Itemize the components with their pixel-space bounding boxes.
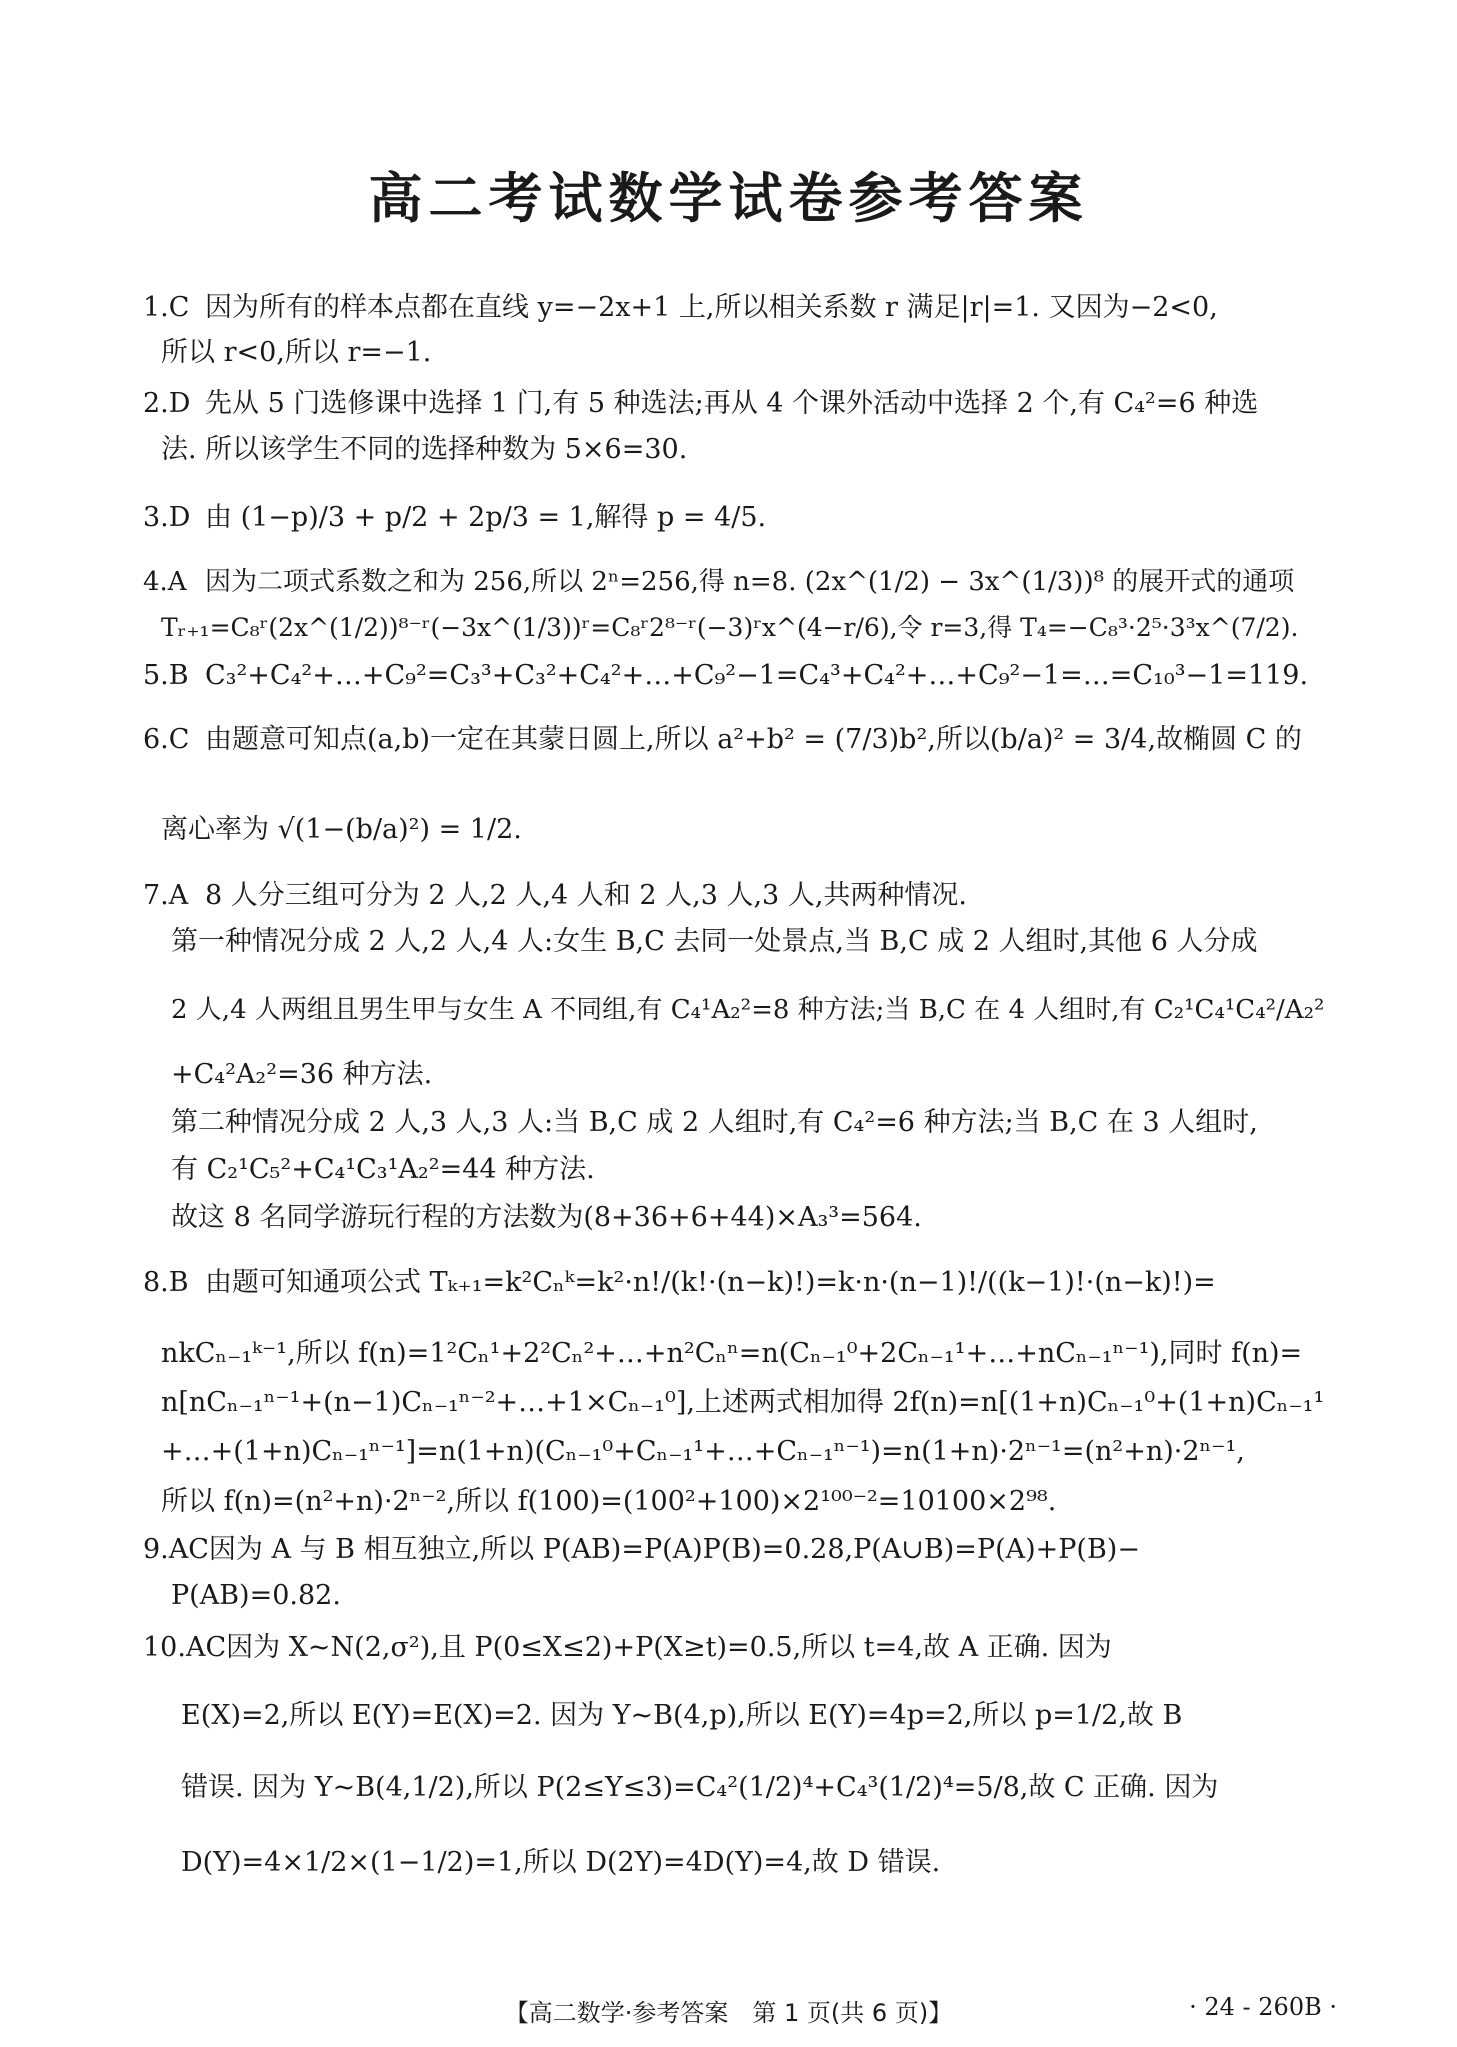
answer-number: 10.AC <box>143 1632 227 1663</box>
answer-line <box>143 384 1258 424</box>
answer-line <box>143 498 766 538</box>
answer-text: +C₄²A₂²=36 种方法. <box>171 1059 433 1090</box>
answer-line <box>143 720 1302 760</box>
answer-text: 第一种情况分成 2 人,2 人,4 人:女生 B,C 去同一处景点,当 B,C 成 2 人组时,其他 6 人分成 <box>171 926 1258 957</box>
answer-line <box>143 1628 1112 1668</box>
answer-line <box>143 288 1218 328</box>
answer-text: D(Y)=4×1/2×(1−1/2)=1,所以 D(2Y)=4D(Y)=4,故 D 错误. <box>181 1847 941 1878</box>
answer-number: 1.C <box>143 292 190 323</box>
answer-line <box>143 562 1294 602</box>
answer-line <box>143 1263 1216 1303</box>
answer-text: E(X)=2,所以 E(Y)=E(X)=2. 因为 Y~B(4,p),所以 E(Y)=4p=2,所以 p=1/2,故 B <box>181 1700 1183 1731</box>
answer-text: 离心率为 √(1−(b/a)²) = 1/2. <box>161 814 522 845</box>
answer-text: 因为所有的样本点都在直线 y=−2x+1 上,所以相关系数 r 满足|r|=1. 又因为−2<0, <box>205 292 1218 323</box>
answer-line <box>143 1530 1140 1570</box>
footer-page-info: 【高二数学·参考答案 第 1 页(共 6 页)】 <box>504 1999 953 2027</box>
answer-text: 因为 A 与 B 相互独立,所以 P(AB)=P(A)P(B)=0.28,P(A∪B)=P(A)+P(B)− <box>208 1534 1140 1565</box>
answer-line <box>161 608 1298 648</box>
answer-line <box>181 1768 1218 1808</box>
answer-text: 第二种情况分成 2 人,3 人,3 人:当 B,C 成 2 人组时,有 C₄²=6 种方法;当 B,C 在 3 人组时, <box>171 1107 1258 1138</box>
answer-number: 8.B <box>143 1267 189 1298</box>
answer-line <box>171 1103 1258 1143</box>
answer-line <box>161 430 687 470</box>
answer-text: 错误. 因为 Y~B(4,1/2),所以 P(2≤Y≤3)=C₄²(1/2)⁴+C₄³(1/2)⁴=5/8,故 C 正确. 因为 <box>181 1772 1219 1803</box>
answer-number: 5.B <box>143 660 189 691</box>
answer-line <box>143 656 1308 696</box>
answer-text: P(AB)=0.82. <box>171 1580 341 1611</box>
answer-line <box>161 1334 1302 1374</box>
answer-number: 9.AC <box>143 1534 209 1565</box>
answer-text: 由题可知通项公式 Tₖ₊₁=k²Cₙᵏ=k²·n!/(k!·(n−k)!)=k·n·(n−1)!/((k−1)!·(n−k)!)= <box>205 1267 1216 1298</box>
answer-text: 因为二项式系数之和为 256,所以 2ⁿ=256,得 n=8. (2x^(1/2) − 3x^(1/3))⁸ 的展开式的通项 <box>205 567 1295 597</box>
answer-text: 2 人,4 人两组且男生甲与女生 A 不同组,有 C₄¹A₂²=8 种方法;当 B,C 在 4 人组时,有 C₂¹C₄¹C₄²/A₂² <box>171 995 1325 1025</box>
answer-text: 法. 所以该学生不同的选择种数为 5×6=30. <box>161 434 688 465</box>
answer-number: 7.A <box>143 880 189 911</box>
answer-line <box>161 810 522 850</box>
answer-line <box>161 1482 1056 1522</box>
answer-number: 4.A <box>143 567 187 597</box>
page-title: 高二考试数学试卷参考答案 <box>368 167 1089 230</box>
answer-text: 由 (1−p)/3 + p/2 + 2p/3 = 1,解得 p = 4/5. <box>205 502 767 533</box>
answer-text: C₃²+C₄²+…+C₉²=C₃³+C₃²+C₄²+…+C₉²−1=C₄³+C₄²+…+C₉²−1=…=C₁₀³−1=119. <box>205 660 1309 691</box>
answer-text: 所以 f(n)=(n²+n)·2ⁿ⁻²,所以 f(100)=(100²+100)×2¹⁰⁰⁻²=10100×2⁹⁸. <box>161 1486 1057 1517</box>
answer-line <box>161 1383 1324 1423</box>
answer-line <box>171 1576 341 1616</box>
answer-text: n[nCₙ₋₁ⁿ⁻¹+(n−1)Cₙ₋₁ⁿ⁻²+…+1×Cₙ₋₁⁰],上述两式相加得 2f(n)=n[(1+n)Cₙ₋₁⁰+(1+n)Cₙ₋₁¹ <box>161 1387 1325 1418</box>
answer-number: 3.D <box>143 502 191 533</box>
answer-text: 所以 r<0,所以 r=−1. <box>161 337 432 368</box>
answer-number: 2.D <box>143 388 191 419</box>
answer-line <box>143 876 967 916</box>
footer-code: · 24 - 260B · <box>1189 1993 1337 2021</box>
answer-line <box>171 922 1257 962</box>
answer-line <box>181 1696 1182 1736</box>
answer-text: 先从 5 门选修课中选择 1 门,有 5 种选法;再从 4 个课外活动中选择 2 个,有 C₄²=6 种选 <box>205 388 1259 419</box>
answer-number: 6.C <box>143 724 190 755</box>
answer-line <box>171 990 1324 1030</box>
answer-text: nkCₙ₋₁ᵏ⁻¹,所以 f(n)=1²Cₙ¹+2²Cₙ²+…+n²Cₙⁿ=n(Cₙ₋₁⁰+2Cₙ₋₁¹+…+nCₙ₋₁ⁿ⁻¹),同时 f(n)= <box>161 1338 1303 1369</box>
answer-text: 8 人分三组可分为 2 人,2 人,4 人和 2 人,3 人,3 人,共两种情况. <box>205 880 967 911</box>
answer-text: Tᵣ₊₁=C₈ʳ(2x^(1/2))⁸⁻ʳ(−3x^(1/3))ʳ=C₈ʳ2⁸⁻ʳ(−3)ʳx^(4−r/6),令 r=3,得 T₄=−C₈³·2⁵·3³x^(7/2). <box>161 613 1299 642</box>
answer-line <box>181 1843 940 1883</box>
answer-text: 有 C₂¹C₅²+C₄¹C₃¹A₂²=44 种方法. <box>171 1154 595 1185</box>
answer-text: 故这 8 名同学游玩行程的方法数为(8+36+6+44)×A₃³=564. <box>171 1202 922 1233</box>
answer-line <box>171 1198 922 1238</box>
answer-text: +…+(1+n)Cₙ₋₁ⁿ⁻¹]=n(1+n)(Cₙ₋₁⁰+Cₙ₋₁¹+…+Cₙ₋₁ⁿ⁻¹)=n(1+n)·2ⁿ⁻¹=(n²+n)·2ⁿ⁻¹, <box>161 1436 1245 1467</box>
answer-line <box>171 1055 432 1095</box>
answer-line <box>161 333 431 373</box>
answer-text: 因为 X~N(2,σ²),且 P(0≤X≤2)+P(X≥t)=0.5,所以 t=4,故 A 正确. 因为 <box>226 1632 1112 1663</box>
answer-line <box>161 1432 1245 1472</box>
answer-line <box>171 1150 595 1190</box>
answer-text: 由题意可知点(a,b)一定在其蒙日圆上,所以 a²+b² = (7/3)b²,所以(b/a)² = 3/4,故椭圆 C 的 <box>205 724 1302 755</box>
